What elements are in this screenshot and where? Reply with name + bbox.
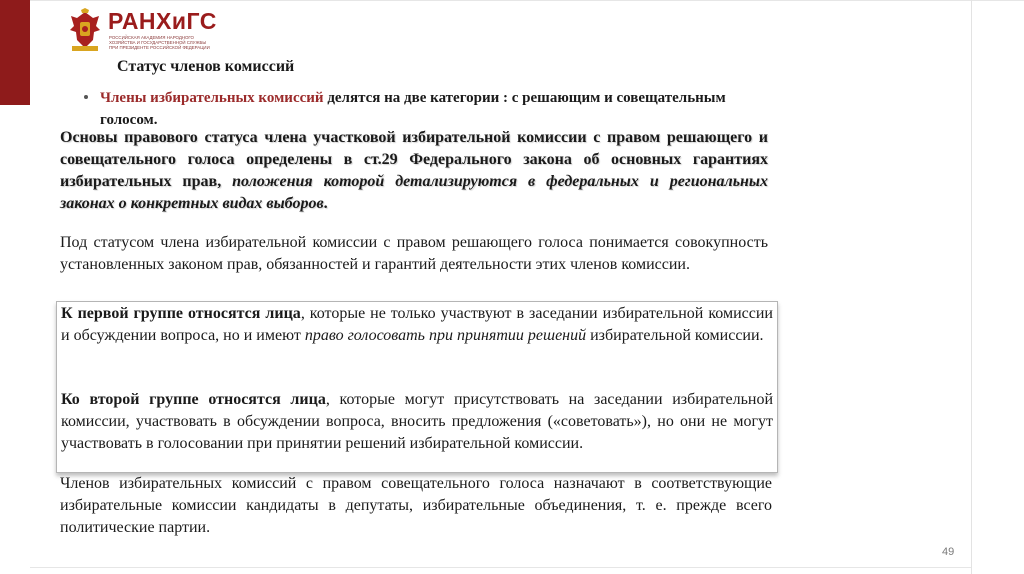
basis-plain: Основы правового статуса члена участковой избирательной комиссии с правом решающего и совещательного голоса определены в ст.29 Федерального закона об основных гарантиях избирательных прав, [60,129,768,190]
eagle-emblem-icon [68,8,102,52]
basis-end: . [323,195,328,212]
page-number: 49 [942,546,955,558]
top-divider [30,0,1024,1]
second-group-rest: , которые могут присутствовать на заседании избирательной комиссии, участвовать в обсуждении вопроса, вносить предложения («советовать»), но они не могут участвовать в голосовании при принятии решений избирательной комиссии. [61,391,774,452]
brand-side-bar [0,0,30,105]
intro-highlight: Члены избирательных комиссий [100,90,324,106]
legal-basis-paragraph [60,127,768,215]
bottom-divider [30,567,971,568]
right-divider [971,0,972,574]
first-group-paragraph [61,303,773,347]
status-definition-paragraph: Под статусом члена избирательной комиссии с правом решающего голоса понимается совокупность установленных законом прав, обязанностей и гарантий деятельности этих членов комиссии. [60,234,768,273]
first-group-mid: , которые не только участвуют в заседании избирательной комиссии и обсуждении вопроса, но и имеют [61,305,773,344]
logo-subtitle: РОССИЙСКАЯ АКАДЕМИЯ НАРОДНОГО ХОЗЯЙСТВА И ГОСУДАРСТВЕННОЙ СЛУЖБЫ ПРИ ПРЕЗИДЕНТЕ РОССИЙСКОЙ ФЕДЕРАЦИИ [109,35,210,50]
ranepa-logo [68,8,218,54]
intro-rest: делятся на две категории : с решающим и совещательным голосом. [100,90,726,128]
basis-italic: положения которой детализируются в федеральных и региональных законах о конкретных видах выборов [60,173,768,212]
second-group-lead: Ко второй группе относятся лица [61,391,326,408]
slide-title: Статус членов комиссий [117,58,295,75]
advisory-members-paragraph: Членов избирательных комиссий с правом совещательного голоса назначают в соответствующие избирательные комиссии кандидаты в депутаты, избирательные объединения, т. е. прежде всего политические партии. [60,475,772,536]
first-group-italic: право голосовать при принятии решений [304,327,587,344]
first-group-lead: К первой группе относятся лица [61,305,301,322]
first-group-end: избирательной комиссии. [586,327,764,344]
bullet-dot [84,95,88,99]
intro-paragraph [100,87,740,131]
second-group-paragraph [61,389,773,455]
logo-name: РАНХиГС [108,8,217,34]
